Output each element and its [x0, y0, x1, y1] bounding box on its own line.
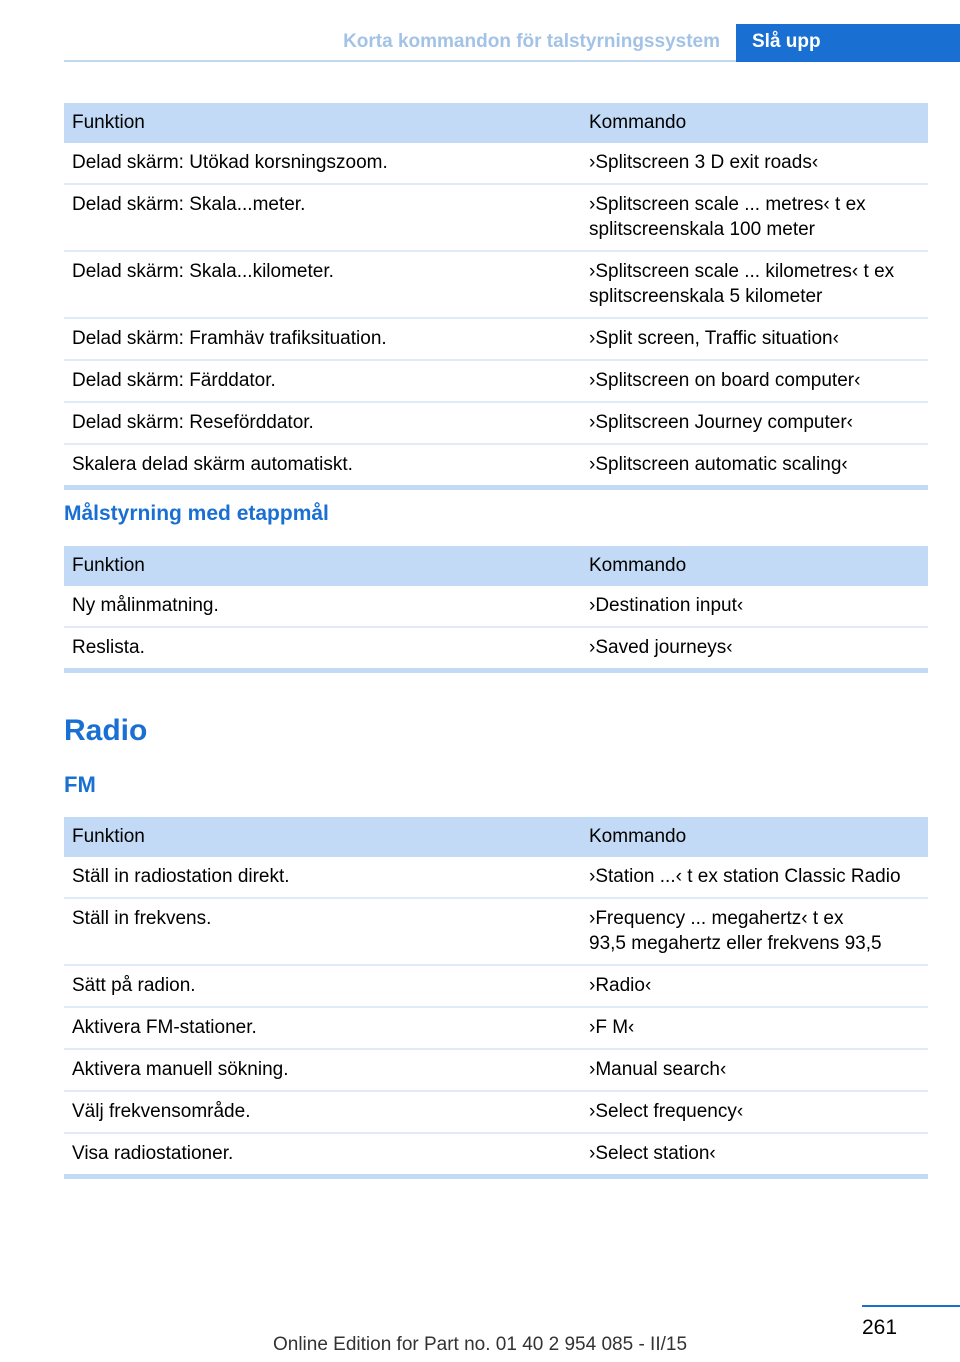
column-header-function: Funktion: [64, 103, 581, 143]
table-row: [64, 318, 928, 360]
command-cell: ›Splitscreen Journey computer‹: [581, 402, 928, 444]
table-row: [64, 627, 928, 671]
table-row: [64, 184, 928, 251]
table-row: [64, 1091, 928, 1133]
command-cell: ›Radio‹: [581, 965, 928, 1007]
table-row: [64, 586, 928, 627]
function-cell: Reslista.: [64, 627, 581, 671]
section-tab: Slå upp: [736, 24, 960, 62]
chapter-title: Korta kommandon för talstyrningssystem: [343, 31, 720, 52]
function-cell: Skalera delad skärm automatiskt.: [64, 444, 581, 488]
header-rule: [64, 60, 736, 62]
command-cell: ›F M‹: [581, 1007, 928, 1049]
command-cell: ›Select station‹: [581, 1133, 928, 1177]
splitscreen-command-table: [64, 103, 928, 490]
function-cell: Ställ in frekvens.: [64, 898, 581, 965]
table-header-row: [64, 103, 928, 143]
page-number: 261: [862, 1316, 898, 1339]
column-header-function: Funktion: [64, 546, 581, 586]
function-cell: Visa radiostationer.: [64, 1133, 581, 1177]
radio-heading: Radio: [64, 714, 148, 747]
function-cell: Delad skärm: Framhäv trafiksituation.: [64, 318, 581, 360]
command-cell: ›Splitscreen on board computer‹: [581, 360, 928, 402]
column-header-command: Kommando: [581, 817, 928, 857]
column-header-command: Kommando: [581, 103, 928, 143]
table-header-row: [64, 546, 928, 586]
function-cell: Delad skärm: Utökad korsningszoom.: [64, 143, 581, 184]
column-header-command: Kommando: [581, 546, 928, 586]
function-cell: Ställ in radiostation direkt.: [64, 857, 581, 898]
command-cell: ›Station ...‹ t ex station Classic Radio: [581, 857, 928, 898]
function-cell: Ny målinmatning.: [64, 586, 581, 627]
command-cell: ›Split screen, Traffic situation‹: [581, 318, 928, 360]
command-cell: ›Saved journeys‹: [581, 627, 928, 671]
command-cell: ›Splitscreen scale ... metres‹ t ex splitscreenskala 100 meter: [581, 184, 928, 251]
function-cell: Välj frekvensområde.: [64, 1091, 581, 1133]
command-cell: ›Splitscreen 3 D exit roads‹: [581, 143, 928, 184]
table-row: [64, 444, 928, 488]
table-row: [64, 1007, 928, 1049]
command-cell: ›Splitscreen automatic scaling‹: [581, 444, 928, 488]
table-row: [64, 965, 928, 1007]
footer-rule: [862, 1305, 960, 1307]
table-row: [64, 1133, 928, 1177]
command-cell: ›Select frequency‹: [581, 1091, 928, 1133]
table-row: [64, 898, 928, 965]
command-cell: ›Manual search‹: [581, 1049, 928, 1091]
table-row: [64, 1049, 928, 1091]
function-cell: Aktivera manuell sökning.: [64, 1049, 581, 1091]
function-cell: Delad skärm: Skala...meter.: [64, 184, 581, 251]
command-cell: ›Frequency ... megahertz‹ t ex 93,5 megahertz eller frekvens 93,5: [581, 898, 928, 965]
edition-footer: Online Edition for Part no. 01 40 2 954 085 - II/15: [272, 1334, 688, 1355]
command-cell: ›Destination input‹: [581, 586, 928, 627]
waypoint-command-table: [64, 546, 928, 673]
column-header-function: Funktion: [64, 817, 581, 857]
table-row: [64, 857, 928, 898]
table-row: [64, 360, 928, 402]
command-cell: ›Splitscreen scale ... kilometres‹ t ex splitscreenskala 5 kilometer: [581, 251, 928, 318]
function-cell: Delad skärm: Skala...kilometer.: [64, 251, 581, 318]
table-row: [64, 402, 928, 444]
table-row: [64, 251, 928, 318]
function-cell: Delad skärm: Reseförddator.: [64, 402, 581, 444]
fm-radio-command-table: [64, 817, 928, 1179]
function-cell: Sätt på radion.: [64, 965, 581, 1007]
function-cell: Delad skärm: Färddator.: [64, 360, 581, 402]
waypoints-heading: Målstyrning med etappmål: [64, 502, 329, 525]
function-cell: Aktivera FM-stationer.: [64, 1007, 581, 1049]
fm-heading: FM: [64, 772, 96, 797]
table-header-row: [64, 817, 928, 857]
table-row: [64, 143, 928, 184]
